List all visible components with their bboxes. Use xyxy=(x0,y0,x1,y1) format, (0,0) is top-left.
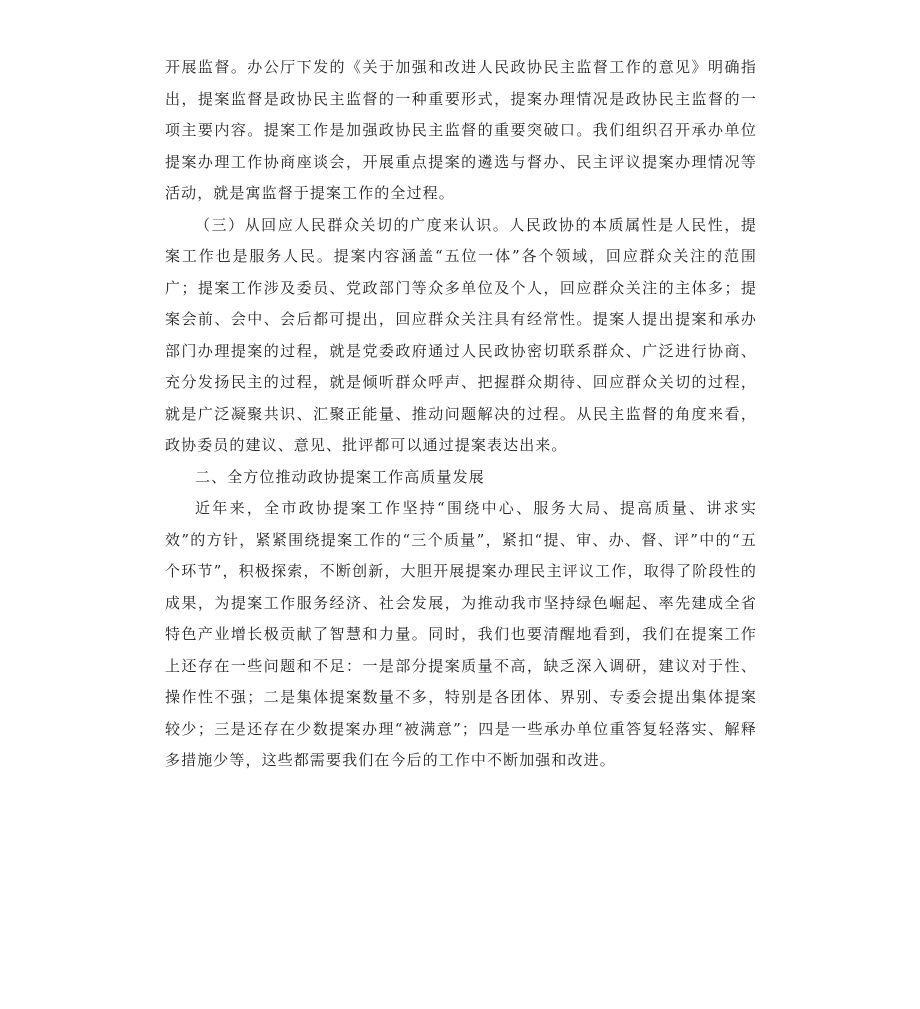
document-page xyxy=(165,52,757,777)
paragraph-section-three: （三）从回应人民群众关切的广度来认识。人民政协的本质属性是人民性，提案工作也是服务人民。提案内容涵盖“五位一体”各个领域，回应群众关注的范围广；提案工作涉及委员、党政部门等众多单位及个人，回应群众关注的主体多；提案会前、会中、会后都可提出，回应群众关注具有经常性。提案人提出提案和承办部门办理提案的过程，就是党委政府通过人民政协密切联系群众、广泛进行协商、充分发扬民主的过程，就是倾听群众呼声、把握群众期待、回应群众关切的过程，就是广泛凝聚共识、汇聚正能量、推动问题解决的过程。从民主监督的角度来看，政协委员的建议、意见、批评都可以通过提案表达出来。 xyxy=(165,215,757,454)
paragraph-supervision-continued: 开展监督。办公厅下发的《关于加强和改进人民政协民主监督工作的意见》明确指出，提案监督是政协民主监督的一种重要形式，提案办理情况是政协民主监督的一项主要内容。提案工作是加强政协民主监督的重要突破口。我们组织召开承办单位提案办理工作协商座谈会，开展重点提案的遴选与督办、民主评议提案办理情况等活动，就是寓监督于提案工作的全过程。 xyxy=(165,58,757,202)
section-heading-two: 二、全方位推动政协提案工作高质量发展 xyxy=(195,467,485,486)
paragraph-recent-years: 近年来，全市政协提案工作坚持“围绕中心、服务大局、提高质量、讲求实效”的方针，紧紧围绕提案工作的“三个质量”，紧扣“提、审、办、督、评”中的“五个环节”，积极探索，不断创新，大胆开展提案办理民主评议工作，取得了阶段性的成果，为提案工作服务经济、社会发展，为推动我市坚持绿色崛起、率先建成全省特色产业增长极贡献了智慧和力量。同时，我们也要清醒地看到，我们在提案工作上还存在一些问题和不足：一是部分提案质量不高，缺乏深入调研，建议对于性、操作性不强；二是集体提案数量不多，特别是各团体、界别、专委会提出集体提案较少；三是还存在少数提案办理“被满意”；四是一些承办单位重答复轻落实、解释多措施少等，这些都需要我们在今后的工作中不断加强和改进。 xyxy=(165,499,757,769)
